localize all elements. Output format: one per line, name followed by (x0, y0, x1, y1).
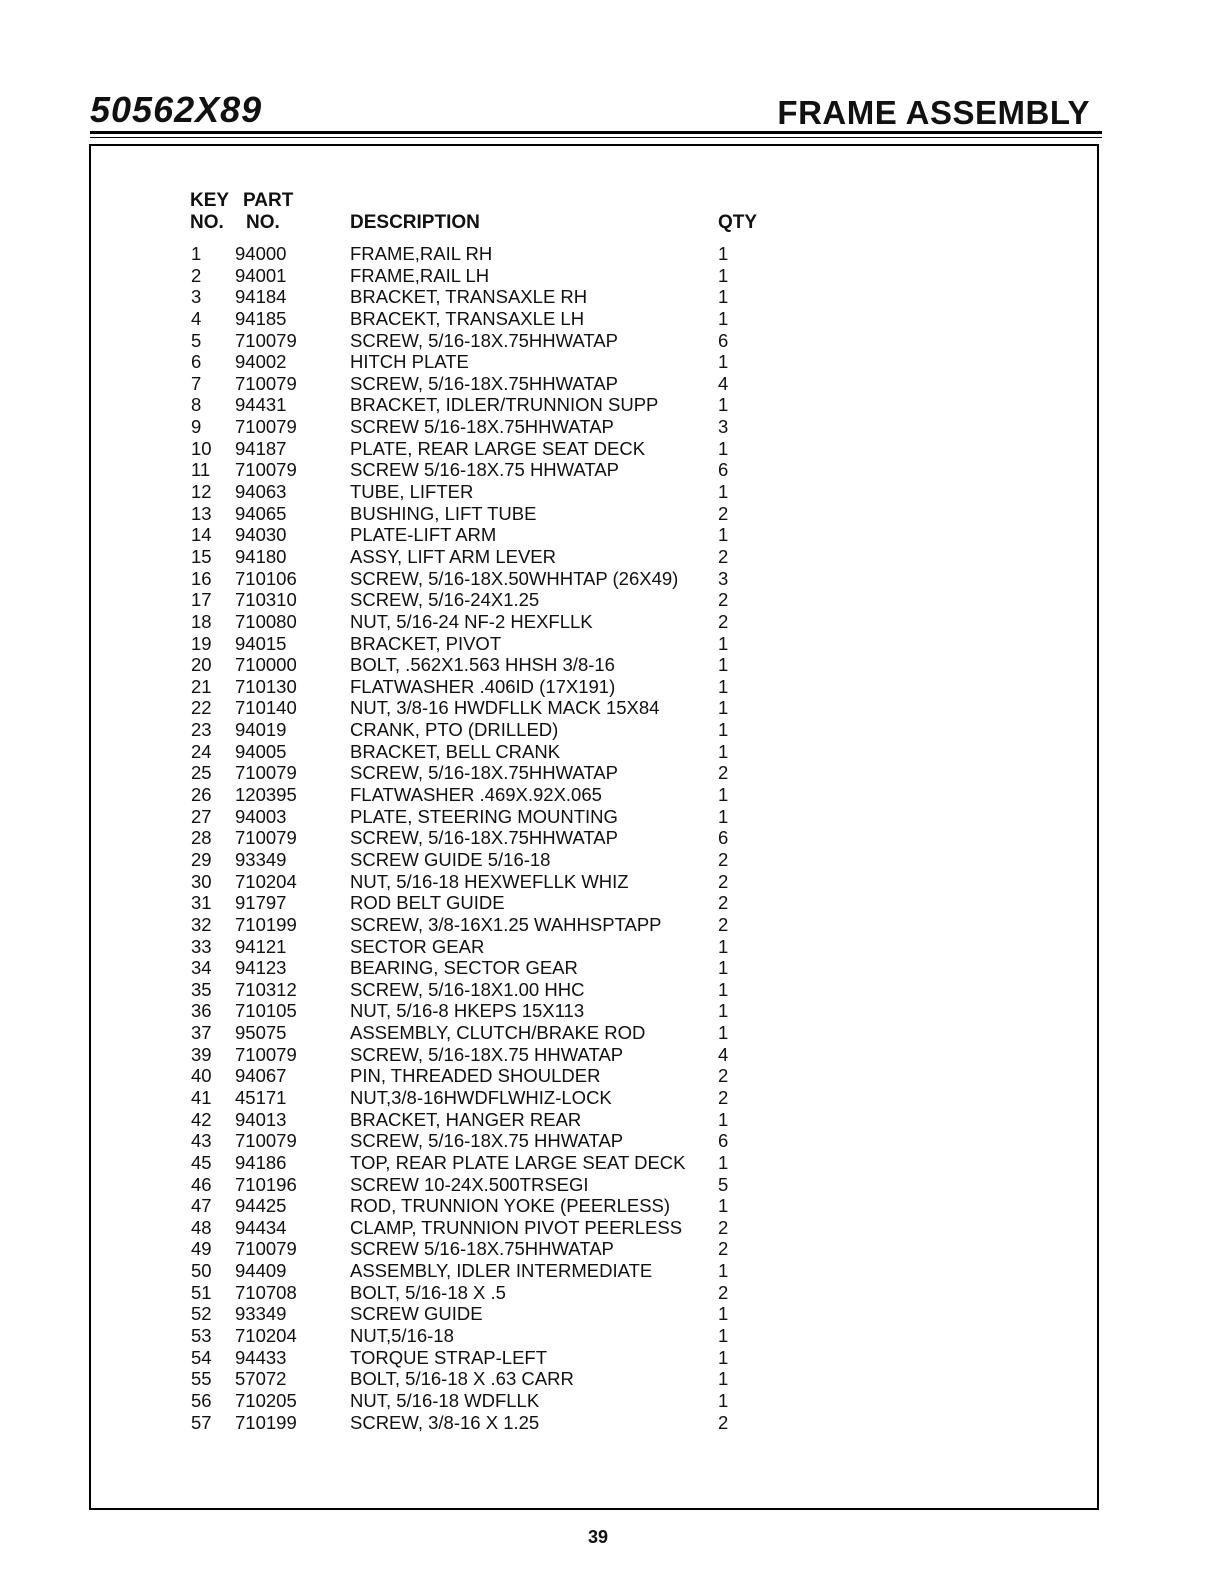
part-no-cell: 94015 (235, 632, 287, 654)
table-row (0, 1022, 1210, 1044)
qty-cell: 2 (718, 1281, 729, 1303)
key-no-cell: 4 (191, 307, 202, 329)
part-no-cell: 94001 (235, 264, 287, 286)
description-cell: PLATE, REAR LARGE SEAT DECK (350, 437, 646, 459)
table-row (0, 1065, 1210, 1087)
table-row (0, 1303, 1210, 1325)
qty-cell: 1 (718, 1195, 729, 1217)
part-no-cell: 94030 (235, 524, 287, 546)
description-cell: BRACEKT, TRANSAXLE LH (350, 307, 585, 329)
description-cell: BUSHING, LIFT TUBE (350, 502, 537, 524)
part-no-cell: 94431 (235, 394, 287, 416)
description-cell: NUT,5/16-18 (350, 1325, 454, 1347)
part-no-cell: 710204 (235, 1325, 297, 1347)
key-no-cell: 14 (191, 524, 212, 546)
qty-cell: 1 (718, 351, 729, 373)
table-row (0, 589, 1210, 611)
part-no-cell: 710310 (235, 589, 297, 611)
qty-cell: 1 (718, 740, 729, 762)
table-row (0, 330, 1210, 352)
table-row (0, 438, 1210, 460)
key-no-cell: 7 (191, 372, 202, 394)
qty-cell: 1 (718, 1325, 729, 1347)
description-cell: PLATE, STEERING MOUNTING (350, 805, 618, 827)
key-no-cell: 46 (191, 1173, 212, 1195)
key-no-cell: 55 (191, 1368, 212, 1390)
table-row (0, 957, 1210, 979)
part-no-cell: 93349 (235, 848, 287, 870)
part-no-cell: 710079 (235, 1238, 297, 1260)
key-no-cell: 11 (191, 459, 211, 481)
part-no-cell: 710140 (235, 697, 297, 719)
description-cell: NUT, 3/8-16 HWDFLLK MACK 15X84 (350, 697, 660, 719)
qty-cell: 2 (718, 1065, 729, 1087)
column-header-description: DESCRIPTION (350, 212, 480, 233)
table-row (0, 1195, 1210, 1217)
part-no-cell: 91797 (235, 892, 287, 914)
table-row (0, 1217, 1210, 1239)
qty-cell: 2 (718, 762, 729, 784)
table-row (0, 871, 1210, 893)
qty-cell: 1 (718, 243, 729, 264)
table-row (0, 1044, 1210, 1066)
description-cell: SCREW, 5/16-18X.75HHWATAP (350, 372, 618, 394)
description-cell: BOLT, 5/16-18 X .63 CARR (350, 1368, 574, 1390)
qty-cell: 2 (718, 1216, 729, 1238)
table-row (0, 524, 1210, 546)
description-cell: HITCH PLATE (350, 351, 469, 373)
column-header-part-line1: PART (243, 190, 294, 211)
qty-cell: 2 (718, 913, 729, 935)
qty-cell: 2 (718, 870, 729, 892)
table-row (0, 308, 1210, 330)
table-row (0, 394, 1210, 416)
description-cell: NUT, 5/16-8 HKEPS 15X113 (350, 1000, 585, 1022)
table-row (0, 784, 1210, 806)
table-row (0, 849, 1210, 871)
part-no-cell: 94065 (235, 502, 287, 524)
table-row (0, 892, 1210, 914)
header-rule (90, 131, 1102, 134)
description-cell: ROD BELT GUIDE (350, 892, 505, 914)
description-cell: SCREW, 5/16-18X.75HHWATAP (350, 827, 618, 849)
key-no-cell: 42 (191, 1108, 212, 1130)
qty-cell: 2 (718, 589, 729, 611)
qty-cell: 1 (718, 1303, 729, 1325)
key-no-cell: 43 (191, 1130, 212, 1152)
description-cell: SCREW, 5/16-18X.75HHWATAP (350, 329, 618, 351)
table-row (0, 719, 1210, 741)
key-no-cell: 29 (191, 848, 212, 870)
key-no-cell: 25 (191, 762, 212, 784)
model-number: 50562X89 (90, 89, 263, 130)
part-no-cell: 710205 (235, 1389, 297, 1411)
key-no-cell: 3 (191, 286, 202, 308)
qty-cell: 6 (718, 1130, 729, 1152)
key-no-cell: 26 (191, 784, 212, 806)
qty-cell: 4 (718, 372, 729, 394)
qty-cell: 1 (718, 1368, 729, 1390)
page-number: 39 (587, 1527, 609, 1547)
part-no-cell: 94005 (235, 740, 287, 762)
key-no-cell: 17 (191, 589, 212, 611)
table-row (0, 1238, 1210, 1260)
key-no-cell: 57 (191, 1411, 212, 1433)
description-cell: BRACKET, PIVOT (350, 632, 502, 654)
qty-cell: 1 (718, 1389, 729, 1411)
description-cell: FRAME,RAIL LH (350, 264, 490, 286)
part-no-cell: 710079 (235, 416, 297, 438)
table-row (0, 416, 1210, 438)
key-no-cell: 36 (191, 1000, 212, 1022)
description-cell: FRAME,RAIL RH (350, 243, 493, 264)
qty-cell: 1 (718, 632, 729, 654)
qty-cell: 1 (718, 675, 729, 697)
key-no-cell: 33 (191, 935, 212, 957)
table-row (0, 979, 1210, 1001)
table-row (0, 827, 1210, 849)
part-no-cell: 94425 (235, 1195, 287, 1217)
key-no-cell: 32 (191, 913, 212, 935)
qty-cell: 1 (718, 719, 729, 741)
key-no-cell: 21 (191, 675, 212, 697)
qty-cell: 2 (718, 1086, 729, 1108)
description-cell: ASSEMBLY, CLUTCH/BRAKE ROD (350, 1022, 646, 1044)
description-cell: BRACKET, BELL CRANK (350, 740, 561, 762)
qty-cell: 1 (718, 957, 729, 979)
part-no-cell: 94121 (235, 935, 287, 957)
description-cell: ROD, TRUNNION YOKE (PEERLESS) (350, 1195, 671, 1217)
part-no-cell: 710079 (235, 459, 297, 481)
key-no-cell: 37 (191, 1022, 212, 1044)
key-no-cell: 18 (191, 610, 212, 632)
key-no-cell: 13 (191, 502, 212, 524)
table-row (0, 373, 1210, 395)
part-no-cell: 710079 (235, 762, 297, 784)
table-row (0, 1368, 1210, 1390)
qty-cell: 1 (718, 805, 729, 827)
key-no-cell: 51 (191, 1281, 212, 1303)
table-row (0, 806, 1210, 828)
key-no-cell: 16 (191, 567, 212, 589)
key-no-cell: 10 (191, 437, 212, 459)
description-cell: SCREW, 5/16-18X.50WHHTAP (26X49) (350, 567, 679, 589)
key-no-cell: 54 (191, 1346, 212, 1368)
key-no-cell: 50 (191, 1260, 212, 1282)
part-no-cell: 94187 (235, 437, 287, 459)
key-no-cell: 27 (191, 805, 212, 827)
column-header-key-line2: NO. (190, 212, 224, 233)
part-no-cell: 57072 (235, 1368, 287, 1390)
table-row (0, 914, 1210, 936)
key-no-cell: 34 (191, 957, 212, 979)
part-no-cell: 94003 (235, 805, 287, 827)
table-row (0, 1412, 1210, 1434)
column-header-part-line2: NO. (246, 212, 280, 233)
description-cell: FLATWASHER .406ID (17X191) (350, 675, 616, 697)
description-cell: SCREW 5/16-18X.75HHWATAP (350, 416, 614, 438)
table-row (0, 1174, 1210, 1196)
key-no-cell: 47 (191, 1195, 212, 1217)
qty-cell: 5 (718, 1173, 729, 1195)
table-row (0, 265, 1210, 287)
key-no-cell: 30 (191, 870, 212, 892)
key-no-cell: 41 (191, 1086, 212, 1108)
qty-cell: 1 (718, 978, 729, 1000)
part-no-cell: 710079 (235, 329, 297, 351)
part-no-cell: 93349 (235, 1303, 287, 1325)
part-no-cell: 94013 (235, 1108, 287, 1130)
key-no-cell: 35 (191, 978, 212, 1000)
description-cell: FLATWASHER .469X.92X.065 (350, 784, 602, 806)
description-cell: TORQUE STRAP-LEFT (350, 1346, 548, 1368)
part-no-cell: 94180 (235, 545, 287, 567)
table-row (0, 762, 1210, 784)
qty-cell: 1 (718, 481, 729, 503)
key-no-cell: 8 (191, 394, 202, 416)
description-cell: NUT, 5/16-18 HEXWEFLLK WHIZ (350, 870, 629, 892)
table-row (0, 1390, 1210, 1412)
table-row (0, 503, 1210, 525)
description-cell: TUBE, LIFTER (350, 481, 474, 503)
qty-cell: 1 (718, 1022, 729, 1044)
qty-cell: 1 (718, 524, 729, 546)
qty-cell: 1 (718, 286, 729, 308)
part-no-cell: 710196 (235, 1173, 297, 1195)
description-cell: SCREW, 3/8-16X1.25 WAHHSPTAPP (350, 913, 662, 935)
qty-cell: 1 (718, 264, 729, 286)
description-cell: TOP, REAR PLATE LARGE SEAT DECK (350, 1151, 686, 1173)
part-no-cell: 710312 (235, 978, 297, 1000)
qty-cell: 1 (718, 307, 729, 329)
description-cell: ASSY, LIFT ARM LEVER (350, 545, 556, 567)
key-no-cell: 22 (191, 697, 212, 719)
key-no-cell: 24 (191, 740, 212, 762)
description-cell: CLAMP, TRUNNION PIVOT PEERLESS (350, 1216, 683, 1238)
description-cell: SCREW GUIDE 5/16-18 (350, 848, 551, 870)
qty-cell: 2 (718, 502, 729, 524)
description-cell: SCREW 10-24X.500TRSEGI (350, 1173, 589, 1195)
description-cell: BRACKET, IDLER/TRUNNION SUPP (350, 394, 659, 416)
qty-cell: 2 (718, 892, 729, 914)
part-no-cell: 710130 (235, 675, 297, 697)
description-cell: BOLT, .562X1.563 HHSH 3/8-16 (350, 654, 615, 676)
table-row (0, 1260, 1210, 1282)
description-cell: BRACKET, TRANSAXLE RH (350, 286, 588, 308)
qty-cell: 2 (718, 848, 729, 870)
part-no-cell: 120395 (235, 784, 297, 806)
part-no-cell: 94000 (235, 243, 287, 264)
table-row (0, 459, 1210, 481)
description-cell: SECTOR GEAR (350, 935, 485, 957)
part-no-cell: 710105 (235, 1000, 297, 1022)
table-row (0, 568, 1210, 590)
parts-table (0, 243, 1210, 1433)
part-no-cell: 710199 (235, 913, 297, 935)
table-row (0, 936, 1210, 958)
description-cell: SCREW GUIDE (350, 1303, 483, 1325)
table-row (0, 611, 1210, 633)
qty-cell: 2 (718, 1238, 729, 1260)
key-no-cell: 5 (191, 329, 202, 351)
key-no-cell: 23 (191, 719, 212, 741)
part-no-cell: 94184 (235, 286, 287, 308)
key-no-cell: 28 (191, 827, 212, 849)
key-no-cell: 40 (191, 1065, 212, 1087)
part-no-cell: 710204 (235, 870, 297, 892)
key-no-cell: 31 (191, 892, 212, 914)
part-no-cell: 710708 (235, 1281, 297, 1303)
key-no-cell: 19 (191, 632, 212, 654)
qty-cell: 1 (718, 437, 729, 459)
table-row (0, 286, 1210, 308)
description-cell: PIN, THREADED SHOULDER (350, 1065, 601, 1087)
table-row (0, 1130, 1210, 1152)
key-no-cell: 12 (191, 481, 212, 503)
description-cell: SCREW, 5/16-24X1.25 (350, 589, 540, 611)
qty-cell: 3 (718, 416, 729, 438)
column-header-qty: QTY (718, 212, 758, 233)
qty-cell: 2 (718, 610, 729, 632)
part-no-cell: 94186 (235, 1151, 287, 1173)
part-no-cell: 94063 (235, 481, 287, 503)
part-no-cell: 94067 (235, 1065, 287, 1087)
qty-cell: 1 (718, 1108, 729, 1130)
description-cell: SCREW 5/16-18X.75HHWATAP (350, 1238, 614, 1260)
qty-cell: 4 (718, 1043, 729, 1065)
part-no-cell: 710079 (235, 372, 297, 394)
key-no-cell: 6 (191, 351, 202, 373)
part-no-cell: 95075 (235, 1022, 287, 1044)
qty-cell: 1 (718, 784, 729, 806)
part-no-cell: 94433 (235, 1346, 287, 1368)
key-no-cell: 48 (191, 1216, 212, 1238)
qty-cell: 3 (718, 567, 729, 589)
description-cell: BOLT, 5/16-18 X .5 (350, 1281, 506, 1303)
qty-cell: 1 (718, 1151, 729, 1173)
qty-cell: 1 (718, 935, 729, 957)
key-no-cell: 9 (191, 416, 202, 438)
description-cell: SCREW, 5/16-18X.75 HHWATAP (350, 1043, 624, 1065)
table-row (0, 1282, 1210, 1304)
table-row (0, 351, 1210, 373)
part-no-cell: 710106 (235, 567, 297, 589)
qty-cell: 1 (718, 1260, 729, 1282)
description-cell: SCREW, 5/16-18X1.00 HHC (350, 978, 585, 1000)
header-rule-thin (90, 137, 1102, 138)
description-cell: NUT, 5/16-18 WDFLLK (350, 1389, 540, 1411)
description-cell: PLATE-LIFT ARM (350, 524, 497, 546)
description-cell: NUT,3/8-16HWDFLWHIZ-LOCK (350, 1086, 612, 1108)
key-no-cell: 52 (191, 1303, 212, 1325)
table-row (0, 654, 1210, 676)
table-row (0, 1325, 1210, 1347)
key-no-cell: 2 (191, 264, 202, 286)
part-no-cell: 45171 (235, 1086, 287, 1108)
table-row (0, 676, 1210, 698)
table-row (0, 633, 1210, 655)
key-no-cell: 1 (191, 243, 202, 264)
table-row (0, 741, 1210, 763)
key-no-cell: 56 (191, 1389, 212, 1411)
description-cell: BEARING, SECTOR GEAR (350, 957, 578, 979)
qty-cell: 1 (718, 1000, 729, 1022)
key-no-cell: 15 (191, 545, 212, 567)
qty-cell: 1 (718, 654, 729, 676)
part-no-cell: 94123 (235, 957, 287, 979)
qty-cell: 2 (718, 545, 729, 567)
table-row (0, 697, 1210, 719)
part-no-cell: 94409 (235, 1260, 287, 1282)
description-cell: SCREW 5/16-18X.75 HHWATAP (350, 459, 620, 481)
description-cell: CRANK, PTO (DRILLED) (350, 719, 559, 741)
description-cell: BRACKET, HANGER REAR (350, 1108, 582, 1130)
table-row (0, 1000, 1210, 1022)
table-row (0, 481, 1210, 503)
description-cell: SCREW, 3/8-16 X 1.25 (350, 1411, 540, 1433)
key-no-cell: 49 (191, 1238, 212, 1260)
part-no-cell: 710080 (235, 610, 297, 632)
description-cell: SCREW, 5/16-18X.75 HHWATAP (350, 1130, 624, 1152)
qty-cell: 1 (718, 697, 729, 719)
table-row (0, 1152, 1210, 1174)
qty-cell: 2 (718, 1411, 729, 1433)
part-no-cell: 710199 (235, 1411, 297, 1433)
column-header-key-no (190, 190, 229, 234)
table-row (0, 546, 1210, 568)
description-cell: NUT, 5/16-24 NF-2 HEXFLLK (350, 610, 593, 632)
qty-cell: 1 (718, 394, 729, 416)
column-header-key-line1: KEY (190, 190, 230, 211)
part-no-cell: 94002 (235, 351, 287, 373)
key-no-cell: 20 (191, 654, 212, 676)
key-no-cell: 45 (191, 1151, 212, 1173)
part-no-cell: 94019 (235, 719, 287, 741)
part-no-cell: 710079 (235, 1043, 297, 1065)
qty-cell: 6 (718, 329, 729, 351)
part-no-cell: 94185 (235, 307, 287, 329)
description-cell: SCREW, 5/16-18X.75HHWATAP (350, 762, 618, 784)
description-cell: ASSEMBLY, IDLER INTERMEDIATE (350, 1260, 653, 1282)
part-no-cell: 710079 (235, 827, 297, 849)
key-no-cell: 39 (191, 1043, 212, 1065)
key-no-cell: 53 (191, 1325, 212, 1347)
table-row (0, 1347, 1210, 1369)
table-row (0, 1109, 1210, 1131)
column-header-part-no (243, 190, 293, 234)
part-no-cell: 94434 (235, 1216, 287, 1238)
qty-cell: 6 (718, 827, 729, 849)
part-no-cell: 710000 (235, 654, 297, 676)
qty-cell: 1 (718, 1346, 729, 1368)
qty-cell: 6 (718, 459, 729, 481)
part-no-cell: 710079 (235, 1130, 297, 1152)
table-row (0, 243, 1210, 265)
page-title: FRAME ASSEMBLY (777, 94, 1090, 131)
table-row (0, 1087, 1210, 1109)
